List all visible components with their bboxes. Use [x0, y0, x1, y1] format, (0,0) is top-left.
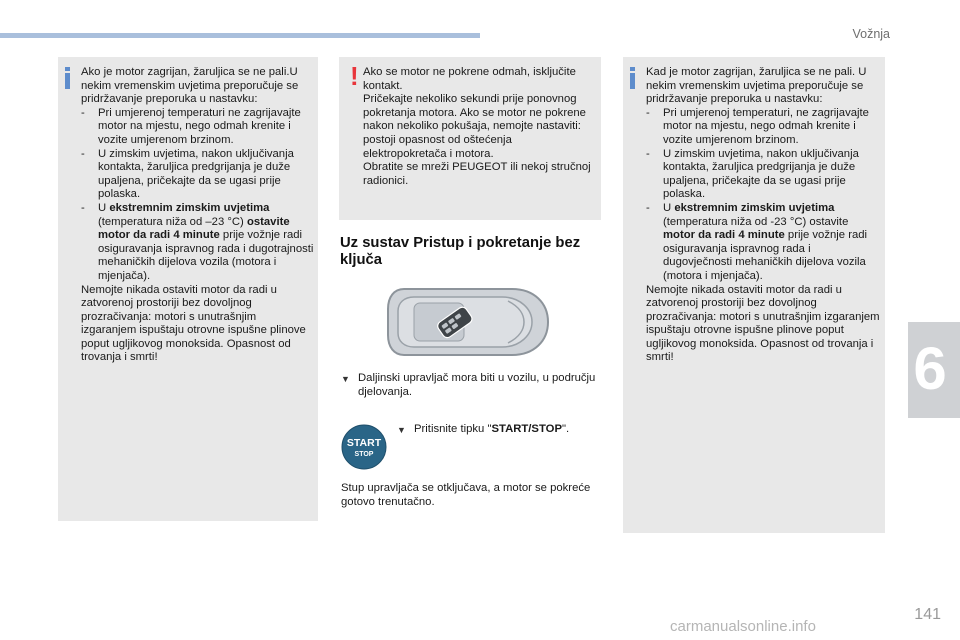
info-box-right — [623, 57, 885, 533]
list-item: - U zimskim uvjetima, nakon uključivanja kontakta, žaruljica predgrijanja je duže upaljena, pričekajte da se ugasi prije polaska. — [646, 147, 859, 201]
paragraph: Nemojte nikada ostaviti motor da radi u zatvorenoj prostoriji bez dovoljnog prozračivanja: motori s unutrašnjim izgaranjem ispuštaju otrovne ispušne plinove poput ugljikovog monoksida. Opasnost od trovanja i smrti! — [646, 283, 880, 364]
warning-icon: ! — [350, 61, 359, 91]
paragraph: Stup upravljača se otključava, a motor se pokreće gotovo trenutačno. — [341, 482, 591, 508]
watermark: carmanualsonline.info — [670, 618, 816, 635]
paragraph: Nemojte nikada ostaviti motor da radi u zatvorenoj prostoriji bez dovoljnog prozračivanja: motori s unutrašnjim izgaranjem ispuštaju otrovne ispušne plinove poput ugljikovog monoksida. Opasnost od trovanja i smrti! — [81, 283, 306, 364]
list-item: - U ekstremnim zimskim uvjetima (temperatura niža od -23 °C) ostavite motor da radi 4 minute prije vožnje radi osiguravanja ispravnog rada i dugovječnosti mehaničkih dijelova vozila (motora i mjenjača). — [646, 201, 868, 282]
list-item: ▼ Daljinski upravljač mora biti u vozilu, u području djelovanja. — [341, 372, 596, 398]
info-box-right-text — [646, 66, 881, 365]
section-heading: Uz sustav Pristup i pokretanje bez ključa — [340, 235, 581, 268]
arrow-bullet-icon: ▼ — [397, 425, 406, 435]
paragraph: Ako se motor ne pokrene odmah, isključite kontakt. — [363, 66, 576, 92]
list-item: ▼ Pritisnite tipku "START/STOP". — [397, 423, 597, 438]
chapter-tab — [908, 322, 960, 418]
info-box-left — [58, 57, 318, 521]
list-item: - U zimskim uvjetima, nakon uključivanja kontakta, žaruljica predgrijanja je duže upaljena, pričekajte da se ugasi prije polaska. — [81, 147, 294, 201]
start-stop-button-illustration — [341, 424, 387, 470]
start-label: START — [346, 437, 382, 449]
list-item: - Pri umjerenoj temperaturi ne zagrijavajte motor na mjestu, nego odmah krenite i vozite umjerenom brzinom. — [81, 106, 301, 146]
list-item: - Pri umjerenoj temperaturi, ne zagrijavajte motor na mjestu, nego odmah krenite i vozite umjerenom brzinom. — [646, 106, 869, 146]
warning-box — [339, 57, 601, 220]
section-title: Vožnja — [852, 27, 890, 41]
page-number: 141 — [914, 606, 941, 623]
list-item: - U ekstremnim zimskim uvjetima (temperatura niža od –23 °C) ostavite motor da radi 4 minute prije vožnje radi osiguravanja ispravnog rada i dugotrajnosti mehaničkih dijelova vozila (motora i mjenjača). — [81, 201, 314, 282]
arrow-bullet-icon: ▼ — [341, 374, 350, 384]
warning-box-text — [363, 66, 597, 188]
info-icon — [65, 67, 70, 89]
paragraph: Ako je motor zagrijan, žaruljica se ne pali.U nekim vremenskim uvjetima preporučuje se pridržavanje preporuka u nastavku: — [81, 66, 299, 106]
paragraph: Obratite se mreži PEUGEOT ili nekoj stručnoj radionici. — [363, 161, 591, 187]
stop-label: STOP — [354, 451, 374, 458]
info-box-left-text — [81, 66, 314, 365]
header-accent-bar — [0, 33, 480, 38]
chapter-number: 6 — [913, 335, 947, 402]
info-icon — [630, 67, 635, 89]
car-with-key-illustration — [384, 283, 552, 361]
paragraph: Kad je motor zagrijan, žaruljica se ne pali. U nekim vremenskim uvjetima preporučuje se pridržavanje preporuka u nastavku: — [646, 66, 867, 106]
paragraph: Pričekajte nekoliko sekundi prije ponovnog pokretanja motora. Ako se motor ne pokrene nakon nekoliko pokušaja, nemojte nastaviti: postoji opasnost od oštećenja elektropokretača i motora. — [363, 93, 586, 160]
